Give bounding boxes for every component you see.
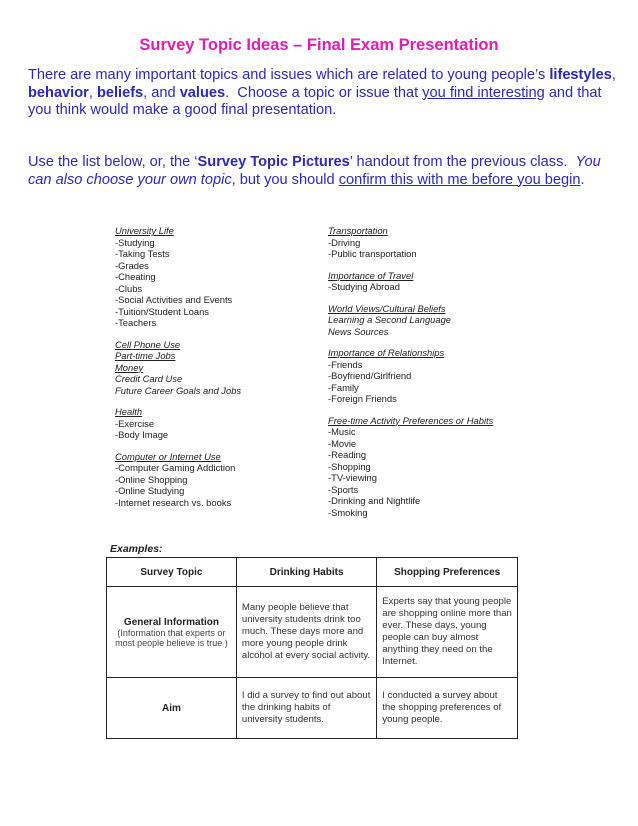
topic-group-heading: Importance of Relationships: [328, 347, 445, 358]
topic-item: -Teachers: [115, 317, 157, 328]
topic-item: -Studying: [115, 236, 155, 248]
topic-item: -Internet research vs. books: [115, 496, 232, 508]
topic-item: -Computer Gaming Addiction: [115, 462, 236, 473]
document-title: Survey Topic Ideas – Final Exam Presentation: [139, 36, 499, 54]
topic-item: -Shopping: [328, 460, 371, 472]
topic-group: [328, 415, 528, 519]
topic-item: -Body Image: [115, 429, 169, 440]
topic-group-heading: Importance of Travel: [328, 269, 414, 281]
instr-text-3: , but you should: [231, 171, 339, 188]
topic-item: -Drinking and Nightlife: [328, 495, 421, 506]
topic-item: -Exercise: [115, 417, 155, 429]
topic-item: -Driving: [328, 236, 361, 248]
topic-group: [115, 451, 305, 509]
topic-group: [115, 406, 305, 441]
topic-item: -Sports: [328, 483, 359, 495]
topic-group-heading: Health: [115, 406, 143, 417]
table-cell: I did a survey to find out about the drinking habits of university students.: [236, 678, 376, 739]
examples-label: Examples:: [110, 543, 163, 555]
instr-own-topic: You can also choose your own topic: [28, 154, 601, 188]
row-sublabel: (Information that experts or most people believe is true ): [115, 627, 228, 648]
topic-group: [328, 225, 528, 260]
topic-list-right: [328, 225, 528, 528]
intro-text-4: , and: [143, 84, 180, 101]
table-cell: I conducted a survey about the shopping preferences of young people.: [377, 678, 518, 739]
topic-item: -Friends: [328, 358, 363, 370]
topic-group-heading: Free-time Activity Preferences or Habits: [328, 414, 494, 426]
topic-list-left: [115, 225, 305, 518]
topic-item: -Online Shopping: [115, 473, 188, 485]
topic-group: [328, 270, 528, 293]
instr-text-1: Use the list below, or, the ‘: [28, 154, 198, 170]
topic-item: Credit Card Use: [115, 373, 183, 384]
topic-group-heading: Transportation: [328, 225, 388, 236]
topic-item: -Smoking: [328, 506, 368, 518]
topic-item: Learning a Second Language: [328, 314, 452, 325]
topic-item: -Foreign Friends: [328, 393, 397, 404]
topic-group: [328, 303, 528, 338]
intro-text-1: There are many important topics and issues which are related to young people’s: [28, 67, 550, 83]
topic-item: -Online Studying: [115, 485, 185, 496]
intro-behavior: behavior: [28, 84, 89, 101]
table-header: Drinking Habits: [236, 558, 376, 587]
topic-item: -Taking Tests: [115, 248, 170, 259]
intro-interesting: you find interesting: [422, 84, 545, 101]
topic-group-heading: World Views/Cultural Beliefs: [328, 302, 446, 314]
table-header: Shopping Preferences: [377, 558, 518, 587]
table-cell: Many people believe that university students drink too much. These days more and more young people drink alcohol at every social activity.: [236, 587, 376, 678]
examples-table: [106, 557, 518, 739]
topic-item: -Music: [328, 426, 356, 437]
topic-item: -Boyfriend/Girlfriend: [328, 370, 412, 381]
topic-item: -Public transportation: [328, 248, 417, 259]
table-header: Survey Topic: [107, 558, 237, 587]
topic-group: [115, 339, 305, 397]
topic-item: -Family: [328, 381, 359, 393]
intro-beliefs: beliefs: [96, 84, 144, 101]
topic-item: -Social Activities and Events: [115, 294, 233, 305]
intro-text-3: ,: [88, 84, 97, 101]
intro-text-2: ,: [611, 67, 620, 83]
row-header: [107, 678, 237, 739]
intro-text-5: . Choose a topic or issue that: [225, 84, 423, 101]
table-row: [107, 587, 518, 678]
topic-item: -Clubs: [115, 282, 143, 294]
topic-item: Future Career Goals and Jobs: [115, 384, 242, 396]
intro-paragraph: [28, 67, 618, 120]
topic-item: -Tuition/Student Loans: [115, 305, 209, 317]
topic-item: -Grades: [115, 259, 149, 271]
topic-item: News Sources: [328, 325, 389, 337]
topic-item: -TV-viewing: [328, 472, 377, 483]
topic-item: -Cheating: [115, 271, 156, 282]
topic-group-heading: Computer or Internet Use: [115, 450, 221, 462]
instr-text-2: ’ handout from the previous class.: [349, 154, 576, 170]
topic-item: Money: [115, 361, 144, 373]
instructions-paragraph: [28, 154, 618, 189]
instr-handout-name: Survey Topic Pictures: [197, 154, 350, 170]
instr-confirm: confirm this with me before you begin: [338, 171, 581, 188]
table-row: [107, 678, 518, 739]
topic-group: [328, 347, 528, 405]
table-cell: Experts say that young people are shopping online more than ever. These days, young people can buy almost anything they need on the Internet.: [377, 587, 518, 678]
row-label: General Information: [123, 616, 219, 628]
intro-text-6: and that you think would make a good final presentation.: [28, 84, 606, 118]
intro-lifestyles: lifestyles: [549, 67, 612, 83]
topic-item: -Reading: [328, 449, 367, 460]
topic-item: -Movie: [328, 437, 357, 449]
topic-group-heading: University Life: [115, 225, 174, 236]
topic-group-heading: Cell Phone Use: [115, 338, 181, 350]
instr-text-4: .: [580, 171, 585, 188]
topic-item: Part-time Jobs: [115, 350, 176, 361]
row-header: [107, 587, 237, 678]
topic-group: [115, 225, 305, 329]
topic-item: -Studying Abroad: [328, 281, 400, 292]
row-label: Aim: [161, 702, 181, 714]
table-header-row: [107, 558, 518, 587]
intro-values: values: [179, 84, 226, 101]
